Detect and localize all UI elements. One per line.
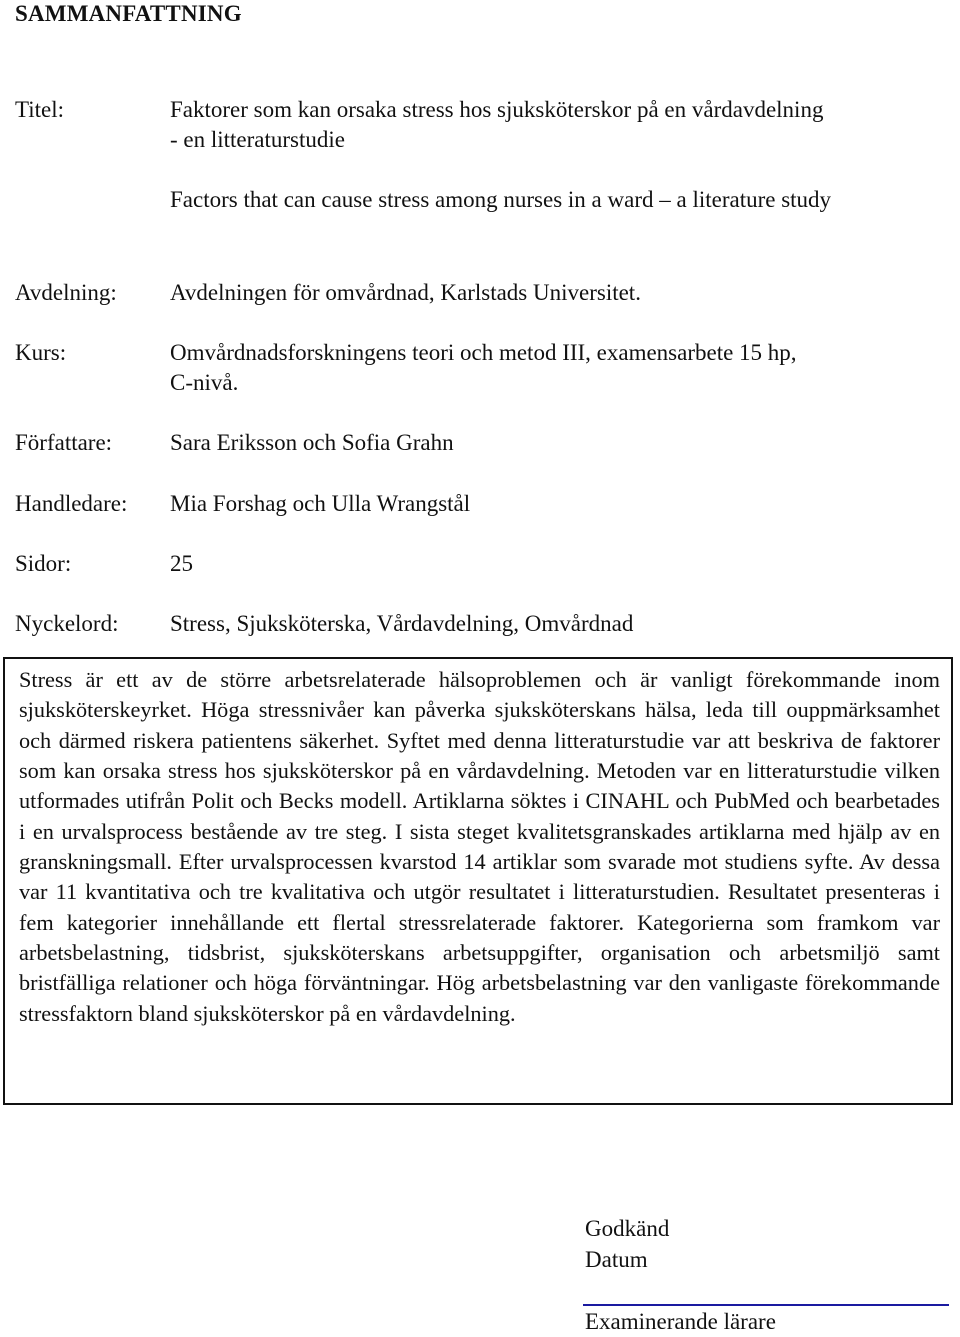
authors-value: Sara Eriksson och Sofia Grahn <box>170 430 454 455</box>
supervisors-value: Mia Forshag och Ulla Wrangstål <box>170 491 471 516</box>
pages-label: Sidor: <box>15 551 72 576</box>
keywords-label: Nyckelord: <box>15 611 119 636</box>
approved-label: Godkänd <box>585 1216 670 1241</box>
keywords-value: Stress, Sjuksköterska, Vårdavdelning, Omvårdnad <box>170 611 634 636</box>
title-english: Factors that can cause stress among nurses in a ward – a literature study <box>170 187 832 212</box>
department-value: Avdelningen för omvårdnad, Karlstads Universitet. <box>170 280 641 305</box>
course-label: Kurs: <box>15 340 67 365</box>
title-swedish-line-2: - en litteraturstudie <box>170 127 345 152</box>
course-value-line-1: Omvårdnadsforskningens teori och metod III, examensarbete 15 hp, <box>170 340 797 365</box>
examiner-label: Examinerande lärare <box>585 1309 776 1334</box>
authors-label: Författare: <box>15 430 113 455</box>
title-label: Titel: <box>15 97 65 122</box>
signature-line <box>583 1304 949 1306</box>
department-label: Avdelning: <box>15 280 117 305</box>
course-value-line-2: C-nivå. <box>170 370 239 395</box>
date-label: Datum <box>585 1247 648 1272</box>
title-swedish-line-1: Faktorer som kan orsaka stress hos sjuksköterskor på en vårdavdelning <box>170 97 824 122</box>
abstract-text: Stress är ett av de större arbetsrelaterade hälsoproblemen och är vanligt förekommande inom sjuksköterskeyrket. Höga stressnivåer kan påverka sjuksköterskans hälsa, leda till ouppmärksamhet och därmed riskera patientens säkerhet. Syftet med denna litteraturstudie var att beskriva de faktorer som kan orsaka stress hos sjuksköterskor på en vårdavdelning. Metoden var en litteraturstudie vilken utformades utifrån Polit och Becks modell. Artiklarna söktes i CINAHL och PubMed och bearbetades i en urvalsprocess bestående av tre steg. I sista steget kvalitetsgranskades artiklarna med hjälp av en granskningsmall. Efter urvalsprocessen kvarstod 14 artiklar som svarade mot studiens syfte. Av dessa var 11 kvantitativa och tre kvalitativa och utgör resultatet i litteraturstudien. Resultatet presenteras i fem kategorier innehållande ett flertal stressrelaterade faktorer. Kategorierna som framkom var arbetsbelastning, tidsbrist, sjuksköterskans arbetsuppgifter, organisation och arbetsmiljö samt bristfälliga relationer och höga förväntningar. Hög arbetsbelastning var den vanligaste förekommande stressfaktorn bland sjuksköterskor på en vårdavdelning. <box>19 667 940 1026</box>
supervisors-label: Handledare: <box>15 491 128 516</box>
page-heading: SAMMANFATTNING <box>15 1 242 26</box>
pages-value: 25 <box>170 551 193 576</box>
